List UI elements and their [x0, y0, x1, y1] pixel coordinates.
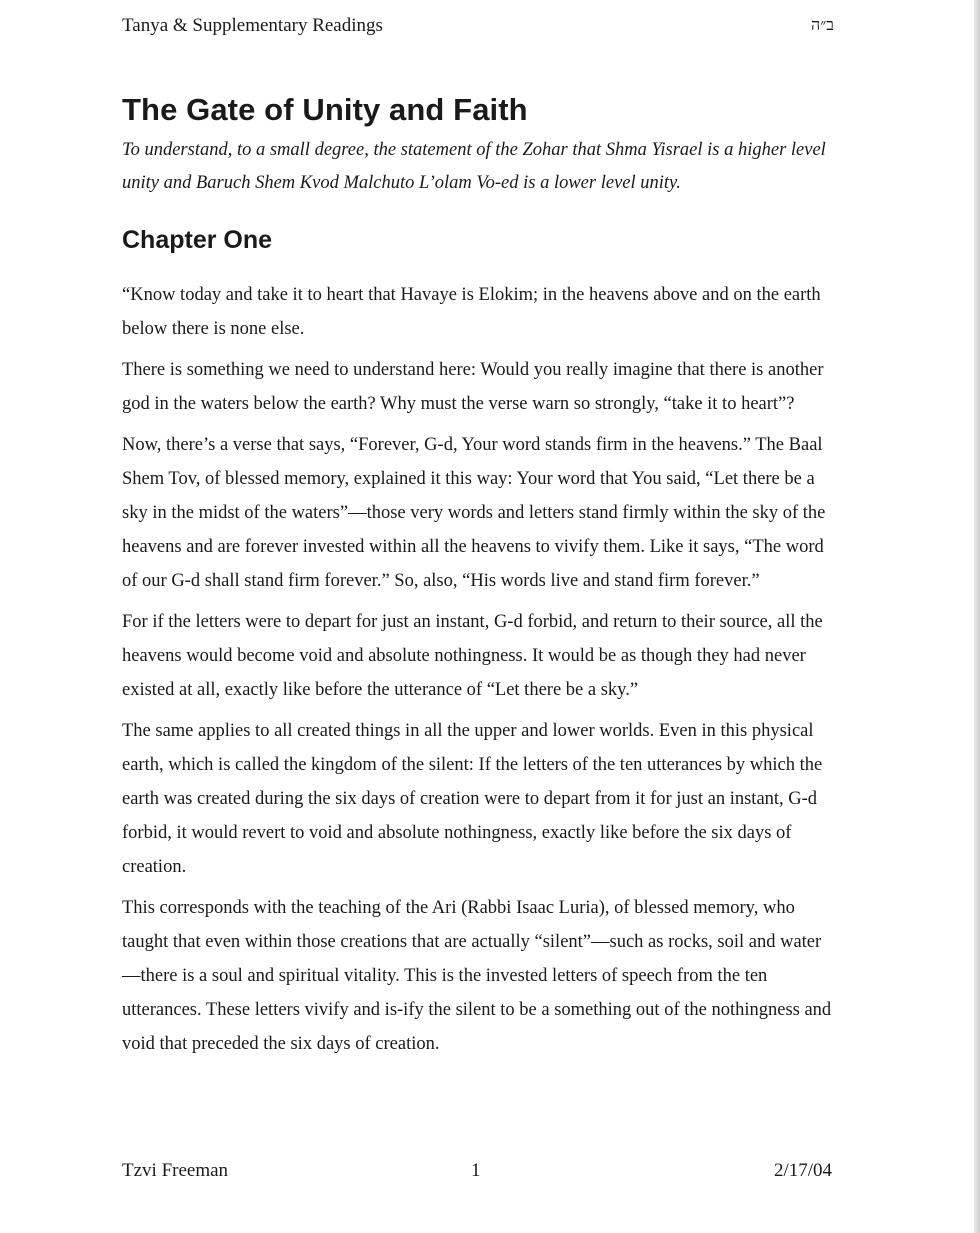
paragraph: For if the letters were to depart for just an instant, G-d forbid, and return to their source, all the heavens would become void and absolute nothingness. It would be as though they had never existed at all, exactly like before the utterance of “Let there be a sky.” — [122, 612, 823, 700]
paragraph: “Know today and take it to heart that Havaye is Elokim; in the heavens above and on the earth below there is none else. — [122, 285, 821, 339]
running-header — [122, 12, 834, 40]
footer-author: Tzvi Freeman — [122, 1160, 229, 1181]
running-title: Tanya & Supplementary Readings — [122, 15, 383, 36]
footer-page-number: 1 — [471, 1160, 481, 1181]
page-edge-shadow — [974, 0, 980, 1233]
paragraph: The same applies to all created things in all the upper and lower worlds. Even in this physical earth, which is called the kingdom of the silent: If the letters of the ten utterances by which the earth was created during the six days of creation were to depart from it for just an instant, G-d forbid, it would revert to void and absolute nothingness, exactly like before the six days of creation. — [122, 721, 823, 877]
chapter-body — [122, 278, 834, 1068]
document-subtitle: To understand, to a small degree, the statement of the Zohar that Shma Yisrael is a higher level unity and Baruch Shem Kvod Malchuto L’olam Vo-ed is a lower level unity. — [122, 140, 826, 193]
paragraph: There is something we need to understand here: Would you really imagine that there is another god in the waters below the earth? Why must the verse warn so strongly, “take it to heart”? — [122, 360, 824, 414]
paragraph: This corresponds with the teaching of the Ari (Rabbi Isaac Luria), of blessed memory, who taught that even within those creations that are actually “silent”—such as rocks, soil and water—there is a soul and spiritual vitality. This is the invested letters of speech from the ten utterances. These letters vivify and is-ify the silent to be a something out of the nothingness and void that preceded the six days of creation. — [122, 898, 832, 1054]
hebrew-mark: ב״ה — [811, 17, 834, 34]
footer-date: 2/17/04 — [773, 1160, 832, 1181]
paragraph: Now, there’s a verse that says, “Forever, G-d, Your word stands firm in the heavens.” The Baal Shem Tov, of blessed memory, explained it this way: Your word that You said, “Let there be a sky in the midst of the waters”—those very words and letters stand firmly within the sky of the heavens and are forever invested within all the heavens to vivify them. Like it says, “The word of our G-d shall stand firm forever.” So, also, “His words live and stand firm forever.” — [122, 435, 826, 591]
chapter-heading: Chapter One — [122, 226, 273, 254]
document-title: The Gate of Unity and Faith — [122, 92, 528, 127]
page-footer — [122, 1160, 832, 1186]
